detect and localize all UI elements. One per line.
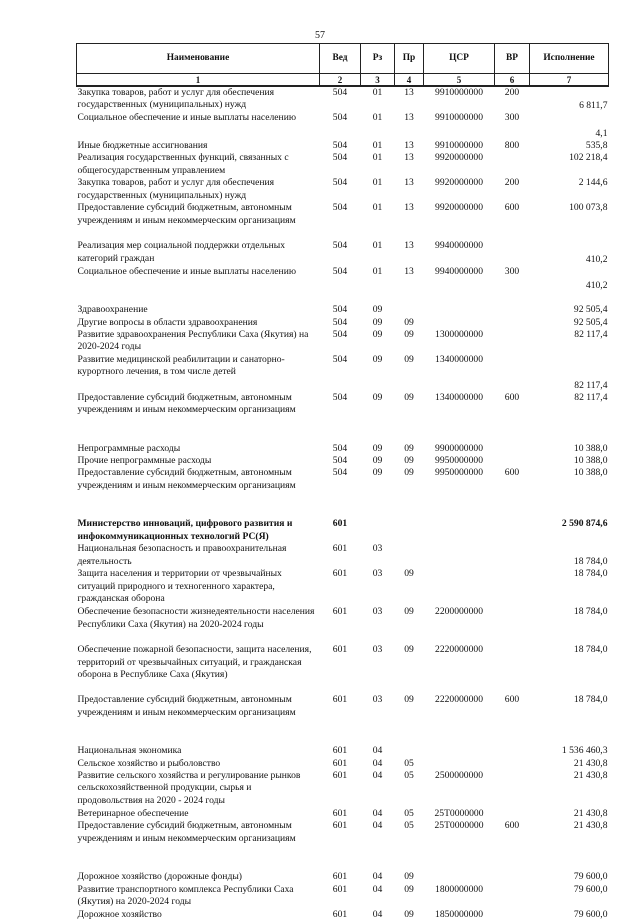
row-rz: 04	[372, 908, 383, 920]
row-vr	[495, 644, 530, 694]
row-rz: 03	[372, 543, 383, 555]
row-amount: 2 590 874,6	[561, 518, 608, 530]
row-rz: 09	[372, 467, 383, 479]
row-pr: 13	[404, 202, 414, 214]
row-vr: 600	[504, 467, 520, 479]
row-csr: 9910000000	[435, 87, 483, 98]
spacer-cell	[77, 732, 609, 745]
row-csr: 1340000000	[435, 391, 483, 403]
row-pr: 05	[404, 770, 414, 782]
row-pr: 13	[404, 87, 414, 98]
table-row	[77, 808, 609, 820]
row-name: Социальное обеспечение и иные выплаты населению	[77, 112, 296, 123]
row-ved: 601	[332, 808, 348, 820]
row-pr	[395, 745, 424, 757]
table-row	[77, 745, 609, 757]
row-ved: 601	[332, 644, 348, 656]
row-rz: 01	[372, 87, 383, 98]
row-amount: 82 117,4	[574, 328, 608, 340]
row-ved: 504	[332, 442, 348, 454]
table-row	[77, 202, 609, 240]
row-ved: 504	[332, 304, 348, 316]
row-ved: 601	[332, 820, 348, 832]
row-amount: 100 073,8	[569, 202, 608, 214]
row-rz: 09	[372, 328, 383, 340]
row-pr: 13	[404, 266, 414, 278]
table-row	[77, 455, 609, 467]
row-vr	[495, 808, 530, 820]
row-csr	[424, 543, 495, 568]
row-vr: 800	[504, 140, 520, 151]
row-rz: 04	[372, 883, 383, 895]
row-amount: 21 430,8	[573, 757, 608, 769]
row-csr: 25Т0000000	[434, 820, 484, 832]
row-vr	[495, 758, 530, 770]
row-csr: 9940000000	[435, 266, 483, 278]
row-csr	[424, 317, 495, 329]
row-amount: 535,8	[585, 140, 608, 151]
row-rz: 01	[372, 177, 383, 189]
row-pr: 13	[404, 240, 414, 252]
row-spacer	[77, 858, 609, 871]
row-vr	[495, 304, 530, 316]
row-csr: 9910000000	[435, 140, 483, 151]
row-ved: 601	[332, 908, 348, 920]
row-vr: 200	[504, 87, 520, 98]
row-csr: 1300000000	[435, 328, 483, 340]
row-csr: 2220000000	[435, 644, 483, 656]
col-header-csr: ЦСР	[424, 44, 495, 74]
row-amount: 410,2	[585, 280, 608, 291]
row-pr	[395, 518, 424, 543]
row-amount: 2 144,6	[578, 177, 608, 189]
row-ved: 601	[332, 745, 348, 757]
row-name: Реализация мер социальной поддержки отдельных категорий граждан	[77, 240, 286, 264]
row-ved: 504	[332, 140, 348, 151]
row-spacer	[77, 505, 609, 518]
row-rz: 09	[372, 442, 383, 454]
row-ved: 504	[332, 202, 348, 214]
row-name: Национальная экономика	[77, 745, 182, 757]
col-header-amount: Исполнение	[530, 44, 609, 74]
row-amount: 92 505,4	[573, 304, 608, 316]
row-csr: 9910000000	[435, 112, 483, 123]
row-rz: 03	[372, 644, 383, 656]
row-amount: 10 388,0	[573, 442, 608, 454]
row-pr: 09	[404, 908, 414, 920]
spacer-cell	[77, 292, 609, 304]
column-number-row	[77, 74, 609, 87]
row-amount: 6 811,7	[579, 99, 608, 111]
table-row	[77, 909, 609, 921]
row-amount: 82 117,4	[574, 391, 608, 403]
row-rz: 01	[372, 140, 383, 151]
row-rz: 04	[372, 745, 383, 757]
table-row	[77, 694, 609, 732]
row-vr	[495, 543, 530, 568]
row-rz: 09	[372, 455, 383, 467]
row-vr	[495, 770, 530, 808]
row-rz	[361, 518, 395, 543]
row-rz: 09	[372, 353, 383, 365]
row-pr: 13	[404, 112, 414, 123]
row-amount: 10 388,0	[573, 455, 608, 467]
row-pr: 09	[404, 568, 414, 580]
row-name: Прочие непрограммные расходы	[77, 455, 212, 467]
row-vr	[495, 329, 530, 354]
row-pr: 09	[404, 467, 414, 479]
row-vr: 300	[504, 112, 520, 123]
row-name: Развитие здравоохранения Республики Саха (Якутия) на 2020-2024 годы	[77, 328, 309, 353]
table-row	[77, 240, 609, 266]
spacer-cell	[77, 505, 609, 518]
header-row	[77, 44, 609, 74]
row-name: Предоставление субсидий бюджетным, автономным учреждениям и иным некоммерческим организациям	[77, 391, 296, 416]
row-name: Дорожное хозяйство	[77, 908, 162, 920]
row-amount: 10 388,0	[573, 467, 608, 479]
row-name: Непрограммные расходы	[77, 442, 181, 454]
col-number: 4	[395, 74, 424, 87]
row-csr: 2220000000	[435, 694, 483, 706]
row-pr: 13	[404, 140, 414, 151]
row-pr: 09	[404, 391, 414, 403]
row-vr	[495, 606, 530, 644]
row-vr	[495, 745, 530, 757]
row-vr: 600	[504, 820, 520, 832]
row-rz: 01	[372, 112, 383, 123]
row-name: Развитие транспортного комплекса Республики Саха (Якутия) на 2020-2024 годы	[77, 883, 294, 907]
row-name: Обеспечение безопасности жизнедеятельности населения Республики Саха (Якутия) на 2020-2024 годы	[77, 606, 315, 630]
row-ved: 601	[332, 606, 348, 618]
row-csr: 9920000000	[435, 202, 483, 214]
row-vr	[495, 152, 530, 177]
row-rz: 04	[372, 871, 383, 883]
row-ved: 504	[332, 316, 348, 328]
row-name: Дорожное хозяйство (дорожные фонды)	[77, 871, 242, 883]
row-amount: 21 430,8	[573, 808, 608, 820]
table-body	[77, 86, 609, 921]
table-row	[77, 140, 609, 152]
row-name: Закупка товаров, работ и услуг для обеспечения государственных (муниципальных) нужд	[77, 87, 275, 111]
row-pr: 09	[404, 644, 414, 656]
col-number: 6	[495, 74, 530, 87]
row-csr: 9920000000	[435, 177, 483, 189]
row-vr	[495, 240, 530, 266]
row-name: Предоставление субсидий бюджетным, автономным учреждениям и иным некоммерческим организациям	[77, 467, 296, 491]
row-amount: 79 600,0	[573, 883, 608, 895]
row-amount: 18 784,0	[573, 568, 608, 580]
row-vr	[495, 871, 530, 883]
row-ved: 504	[332, 87, 348, 98]
table-row	[77, 758, 609, 770]
row-name: Реализация государственных функций, связанных с общегосударственным управлением	[77, 152, 289, 176]
row-csr	[424, 758, 495, 770]
row-pr: 09	[404, 316, 414, 328]
row-ved: 601	[332, 871, 348, 883]
row-csr	[424, 568, 495, 606]
row-amount: 92 505,4	[573, 316, 608, 328]
row-rz: 03	[372, 568, 383, 580]
row-pr: 05	[404, 820, 414, 832]
table-row	[77, 518, 609, 543]
row-pr: 13	[404, 152, 414, 164]
row-ved: 601	[332, 883, 348, 895]
row-rz: 01	[372, 266, 383, 278]
row-ved: 601	[332, 757, 348, 769]
row-pr: 09	[404, 883, 414, 895]
row-pr: 09	[404, 353, 414, 365]
table-row	[77, 770, 609, 808]
table-row	[77, 871, 609, 883]
row-csr	[424, 745, 495, 757]
row-pr	[395, 304, 424, 316]
table-row	[77, 644, 609, 694]
table-row	[77, 86, 609, 112]
row-ved: 504	[332, 353, 348, 365]
row-vr: 300	[504, 266, 520, 278]
row-name: Министерство инноваций, цифрового развития и инфокоммуникационных технологий РС(Я)	[77, 518, 293, 542]
row-vr	[495, 443, 530, 455]
row-name: Развитие сельского хозяйства и регулирование рынков сельскохозяйственной продукции, сырья и продовольствия на 2020 - 2024 годы	[77, 770, 301, 806]
table-row	[77, 543, 609, 568]
row-csr	[424, 304, 495, 316]
row-vr	[495, 317, 530, 329]
row-csr	[424, 518, 495, 543]
spacer-cell	[77, 858, 609, 871]
spacer-cell	[77, 430, 609, 443]
row-ved: 601	[332, 770, 348, 782]
table-row	[77, 606, 609, 644]
page-number: 57	[315, 30, 325, 41]
row-name: Предоставление субсидий бюджетным, автономным учреждениям и иным некоммерческим организациям	[77, 694, 296, 718]
row-spacer	[77, 430, 609, 443]
row-csr: 9950000000	[435, 455, 483, 467]
row-rz: 04	[372, 770, 383, 782]
row-csr: 1850000000	[435, 908, 483, 920]
row-name: Обеспечение пожарной безопасности, защита населения, территорий от чрезвычайных ситуаций, и гражданская оборона в Республике Саха (Якутия)	[77, 644, 312, 681]
row-pr: 09	[404, 871, 414, 883]
col-header-pr: Пр	[395, 44, 424, 74]
col-header-ved: Вед	[320, 44, 361, 74]
row-pr: 09	[404, 328, 414, 340]
row-pr: 09	[404, 606, 414, 618]
table-row	[77, 112, 609, 140]
table-row	[77, 443, 609, 455]
row-vr	[495, 354, 530, 392]
row-name: Ветеринарное обеспечение	[77, 808, 189, 820]
row-vr	[495, 455, 530, 467]
row-pr: 09	[404, 455, 414, 467]
row-rz: 04	[372, 808, 383, 820]
row-pr: 13	[404, 177, 414, 189]
row-rz: 09	[372, 304, 383, 316]
row-name: Закупка товаров, работ и услуг для обеспечения государственных (муниципальных) нужд	[77, 177, 275, 201]
row-rz: 01	[372, 240, 383, 252]
row-name: Предоставление субсидий бюджетным, автономным учреждениям и иным некоммерческим организациям	[77, 820, 296, 844]
row-rz: 04	[372, 820, 383, 832]
row-name: Предоставление субсидий бюджетным, автономным учреждениям и иным некоммерческим организациям	[77, 202, 296, 226]
row-name: Национальная безопасность и правоохранительная деятельность	[77, 543, 287, 567]
row-spacer	[77, 732, 609, 745]
row-csr: 25Т0000000	[434, 808, 484, 820]
row-name: Иные бюджетные ассигнования	[77, 140, 208, 151]
row-vr	[495, 909, 530, 921]
row-csr: 2200000000	[435, 606, 483, 618]
row-csr: 9940000000	[435, 240, 483, 252]
row-pr	[395, 543, 424, 568]
row-vr	[495, 518, 530, 543]
row-rz: 03	[372, 694, 383, 706]
row-ved: 601	[332, 543, 348, 555]
row-amount: 102 218,4	[569, 152, 608, 164]
row-amount: 18 784,0	[573, 556, 608, 568]
row-vr: 600	[504, 694, 520, 706]
row-amount: 18 784,0	[573, 606, 608, 618]
row-amount: 18 784,0	[573, 694, 608, 706]
row-amount: 18 784,0	[573, 644, 608, 656]
table-row	[77, 304, 609, 316]
row-amount: 79 600,0	[573, 871, 608, 883]
col-header-name: Наименование	[77, 44, 320, 74]
row-ved: 601	[332, 518, 348, 530]
table-row	[77, 152, 609, 177]
row-rz: 01	[372, 152, 383, 164]
row-vr: 600	[504, 391, 520, 403]
row-ved: 504	[332, 391, 348, 403]
table-row	[77, 177, 609, 202]
table-row	[77, 820, 609, 858]
row-csr: 2500000000	[435, 770, 483, 782]
row-amount: 21 430,8	[573, 770, 608, 782]
row-pr: 09	[404, 442, 414, 454]
table-row	[77, 568, 609, 606]
row-ved: 504	[332, 467, 348, 479]
row-ved: 504	[332, 152, 348, 164]
row-pr: 05	[404, 808, 414, 820]
col-number: 2	[320, 74, 361, 87]
row-vr	[495, 568, 530, 606]
row-amount: 1 536 460,3	[561, 745, 608, 757]
budget-table-container	[76, 43, 608, 921]
row-vr: 200	[504, 177, 520, 189]
row-ved: 504	[332, 112, 348, 123]
row-ved: 504	[332, 266, 348, 278]
table-row	[77, 317, 609, 329]
row-name: Здравоохранение	[77, 304, 148, 316]
row-csr	[424, 871, 495, 883]
row-vr: 600	[504, 202, 520, 214]
row-ved: 504	[332, 177, 348, 189]
col-header-rz: Рз	[361, 44, 395, 74]
col-number: 3	[361, 74, 395, 87]
row-rz: 09	[372, 316, 383, 328]
row-amount: 79 600,0	[573, 908, 608, 920]
table-row	[77, 354, 609, 392]
row-amount: 4,1	[595, 127, 608, 139]
row-pr: 09	[404, 694, 414, 706]
row-name: Другие вопросы в области здравоохранения	[77, 316, 258, 328]
row-rz: 04	[372, 757, 383, 769]
row-csr: 1800000000	[435, 883, 483, 895]
row-rz: 03	[372, 606, 383, 618]
table-row	[77, 266, 609, 292]
row-rz: 09	[372, 391, 383, 403]
budget-table	[76, 43, 609, 921]
row-ved: 504	[332, 455, 348, 467]
col-number: 1	[77, 74, 320, 87]
row-csr: 9900000000	[435, 442, 483, 454]
table-row	[77, 467, 609, 505]
col-number: 7	[530, 74, 609, 87]
row-amount: 410,2	[585, 254, 608, 265]
row-ved: 601	[332, 694, 348, 706]
row-csr: 1340000000	[435, 353, 483, 365]
row-csr: 9920000000	[435, 152, 483, 164]
row-spacer	[77, 292, 609, 304]
row-amount: 82 117,4	[574, 379, 608, 391]
row-name: Социальное обеспечение и иные выплаты населению	[77, 266, 296, 278]
row-ved: 601	[332, 568, 348, 580]
col-number: 5	[424, 74, 495, 87]
row-name: Сельское хозяйство и рыболовство	[77, 757, 221, 769]
row-csr: 9950000000	[435, 467, 483, 479]
row-ved: 504	[332, 328, 348, 340]
row-ved: 504	[332, 240, 348, 252]
row-name: Защита населения и территории от чрезвычайных ситуаций природного и техногенного характера, гражданская оборона	[77, 568, 282, 605]
table-row	[77, 329, 609, 354]
row-pr: 05	[404, 757, 414, 769]
col-header-vr: ВР	[495, 44, 530, 74]
table-row	[77, 392, 609, 430]
row-rz: 01	[372, 202, 383, 214]
row-amount: 21 430,8	[573, 820, 608, 832]
row-name: Развитие медицинской реабилитации и санаторно-курортного лечения, в том числе детей	[77, 353, 285, 378]
